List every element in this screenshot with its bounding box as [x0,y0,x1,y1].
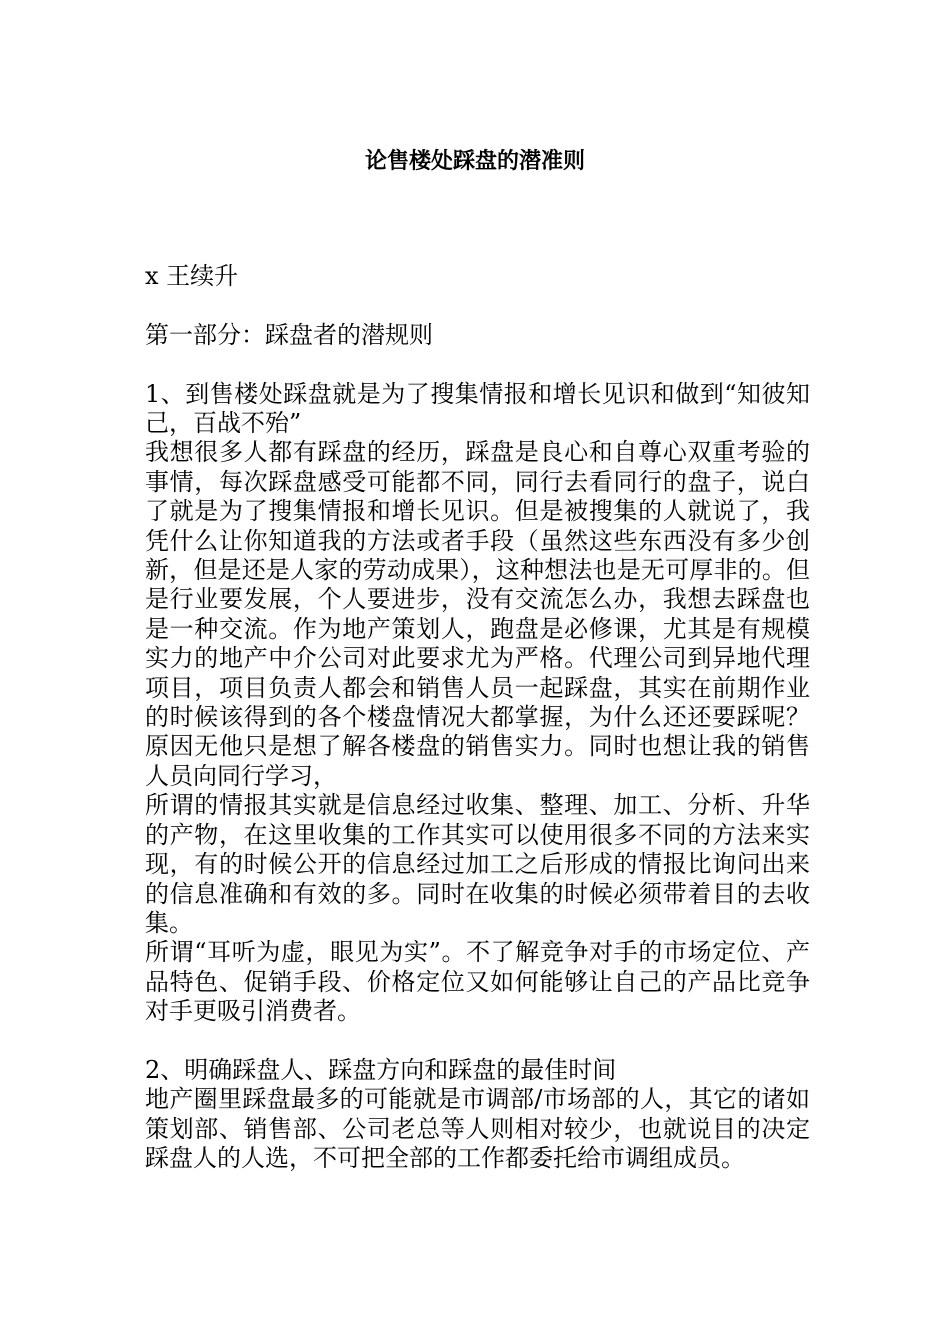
section-1-paragraph-3: 所谓“耳听为虚，眼见为实”。不了解竞争对手的市场定位、产品特色、促销手段、价格定位又如何能够让自己的产品比竞争对手更吸引消费者。 [145,938,810,1026]
spacer [145,350,810,379]
document-title: 论售楼处踩盘的潜准则 [364,149,585,174]
part-heading: 第一部分：踩盘者的潜规则 [145,320,433,349]
document-body [145,262,810,1174]
section-1-paragraph-1: 我想很多人都有踩盘的经历，踩盘是良心和自尊心双重考验的事情，每次踩盘感受可能都不同，同行去看同行的盘子，说白了就是为了搜集情报和增长见识。但是被搜集的人就说了，我凭什么让你知道我的方法或者手段（虽然这些东西没有多少创新，但是还是人家的劳动成果），这种想法也是无可厚非的。但是行业要发展，个人要进步，没有交流怎么办，我想去踩盘也是一种交流。作为地产策划人，跑盘是必修课，尤其是有规模实力的地产中介公司对此要求尤为严格。代理公司到异地代理项目，项目负责人都会和销售人员一起踩盘，其实在前期作业的时候该得到的各个楼盘情况大都掌握，为什么还还要踩呢？原因无他只是想了解各楼盘的销售实力。同时也想让我的销售人员向同行学习， [145,438,810,790]
spacer [145,1027,810,1056]
author-line: x 王续升 [145,262,239,290]
section-2-heading: 2、明确踩盘人、踩盘方向和踩盘的最佳时间 [145,1055,617,1084]
section-1-paragraph-2: 所谓的情报其实就是信息经过收集、整理、加工、分析、升华的产物，在这里收集的工作其实可以使用很多不同的方法来实现，有的时候公开的信息经过加工之后形成的情报比询问出来的信息准确和有效的多。同时在收集的时候必须带着目的去收集。 [145,791,810,937]
spacer [145,291,810,320]
section-2-paragraph-1: 地产圈里踩盘最多的可能就是市调部/市场部的人，其它的诸如策划部、销售部、公司老总等人则相对较少，也就说目的决定踩盘人的人选，不可把全部的工作都委托给市调组成员。 [145,1085,810,1173]
section-1-heading: 1、到售楼处踩盘就是为了搜集情报和增长见识和做到“知彼知己，百战不殆” [145,379,810,437]
